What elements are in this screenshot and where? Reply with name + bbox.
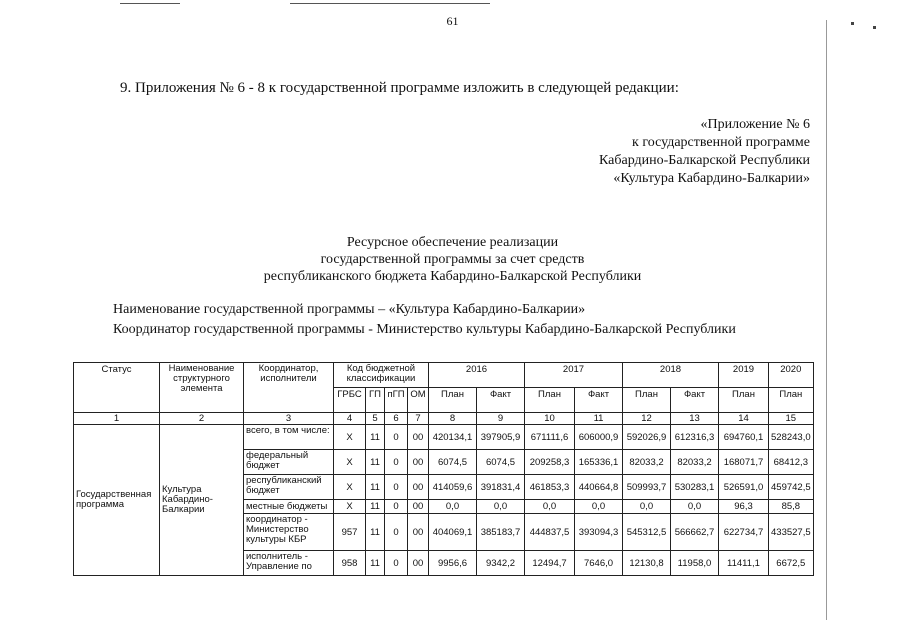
value-cell: 444837,5 bbox=[525, 514, 575, 551]
scan-mark-left bbox=[120, 3, 180, 4]
value-cell: 509993,7 bbox=[623, 475, 671, 500]
table-header-row bbox=[74, 363, 814, 388]
executor-cell: республиканский бюджет bbox=[244, 475, 334, 500]
header-year-2020: 2020 bbox=[769, 363, 814, 388]
header-grbs: ГРБС bbox=[334, 388, 366, 413]
value-cell: 6672,5 bbox=[769, 551, 814, 576]
program-coordinator: Координатор государственной программы - Министерство культуры Кабардино-Балкарской Республики bbox=[113, 322, 736, 337]
value-cell: 566662,7 bbox=[671, 514, 719, 551]
header-executors: Координатор, исполнители bbox=[244, 363, 334, 413]
value-cell: 6074,5 bbox=[477, 450, 525, 475]
title-line: республиканского бюджета Кабардино-Балкарской Республики bbox=[263, 269, 642, 284]
pgp-cell: 0 bbox=[385, 500, 408, 514]
column-number: 6 bbox=[385, 413, 408, 425]
value-cell: 68412,3 bbox=[769, 450, 814, 475]
document-title bbox=[0, 234, 905, 285]
program-name: Наименование государственной программы – «Культура Кабардино-Балкарии» bbox=[113, 302, 586, 317]
value-cell: 528243,0 bbox=[769, 425, 814, 450]
column-number: 5 bbox=[366, 413, 385, 425]
value-cell: 11958,0 bbox=[671, 551, 719, 576]
value-cell: 622734,7 bbox=[719, 514, 769, 551]
gp-cell: 11 bbox=[366, 425, 385, 450]
pgp-cell: 0 bbox=[385, 450, 408, 475]
om-cell: 00 bbox=[408, 500, 429, 514]
header-plan-2017: План bbox=[525, 388, 575, 413]
value-cell: 397905,9 bbox=[477, 425, 525, 450]
column-number: 2 bbox=[160, 413, 244, 425]
value-cell: 12494,7 bbox=[525, 551, 575, 576]
value-cell: 459742,5 bbox=[769, 475, 814, 500]
column-number: 12 bbox=[623, 413, 671, 425]
value-cell: 0,0 bbox=[525, 500, 575, 514]
executor-cell: местные бюджеты bbox=[244, 500, 334, 514]
value-cell: 440664,8 bbox=[575, 475, 623, 500]
value-cell: 165336,1 bbox=[575, 450, 623, 475]
header-gp: ГП bbox=[366, 388, 385, 413]
pgp-cell: 0 bbox=[385, 425, 408, 450]
value-cell: 7646,0 bbox=[575, 551, 623, 576]
grbs-cell: 957 bbox=[334, 514, 366, 551]
header-fact-2016: Факт bbox=[477, 388, 525, 413]
value-cell: 671111,6 bbox=[525, 425, 575, 450]
column-number: 3 bbox=[244, 413, 334, 425]
grbs-cell: 958 bbox=[334, 551, 366, 576]
grbs-cell: X bbox=[334, 425, 366, 450]
header-om: ОМ bbox=[408, 388, 429, 413]
value-cell: 694760,1 bbox=[719, 425, 769, 450]
intro-paragraph: 9. Приложения № 6 - 8 к государственной программе изложить в следующей редакции: bbox=[120, 80, 679, 96]
value-cell: 96,3 bbox=[719, 500, 769, 514]
value-cell: 393094,3 bbox=[575, 514, 623, 551]
title-line: Ресурсное обеспечение реализации bbox=[346, 235, 559, 250]
value-cell: 168071,7 bbox=[719, 450, 769, 475]
header-budget-code: Код бюджетной классификации bbox=[334, 363, 429, 388]
structural-element-cell: Культура Кабардино-Балкарии bbox=[160, 425, 244, 576]
gp-cell: 11 bbox=[366, 514, 385, 551]
value-cell: 433527,5 bbox=[769, 514, 814, 551]
value-cell: 9956,6 bbox=[429, 551, 477, 576]
header-year-2016: 2016 bbox=[429, 363, 525, 388]
value-cell: 0,0 bbox=[477, 500, 525, 514]
value-cell: 209258,3 bbox=[525, 450, 575, 475]
appendix-line: к государственной программе bbox=[632, 135, 810, 150]
value-cell: 404069,1 bbox=[429, 514, 477, 551]
appendix-line: «Культура Кабардино-Балкарии» bbox=[613, 171, 810, 186]
executor-cell: всего, в том числе: bbox=[244, 425, 334, 450]
value-cell: 530283,1 bbox=[671, 475, 719, 500]
om-cell: 00 bbox=[408, 475, 429, 500]
value-cell: 85,8 bbox=[769, 500, 814, 514]
header-year-2019: 2019 bbox=[719, 363, 769, 388]
om-cell: 00 bbox=[408, 425, 429, 450]
executor-cell: координатор - Министерство культуры КБР bbox=[244, 514, 334, 551]
header-pgp: пГП bbox=[385, 388, 408, 413]
om-cell: 00 bbox=[408, 450, 429, 475]
value-cell: 12130,8 bbox=[623, 551, 671, 576]
header-year-2017: 2017 bbox=[525, 363, 623, 388]
grbs-cell: X bbox=[334, 450, 366, 475]
header-structural-element: Наименование структурного элемента bbox=[160, 363, 244, 413]
value-cell: 0,0 bbox=[429, 500, 477, 514]
value-cell: 592026,9 bbox=[623, 425, 671, 450]
column-number: 15 bbox=[769, 413, 814, 425]
pgp-cell: 0 bbox=[385, 475, 408, 500]
pgp-cell: 0 bbox=[385, 551, 408, 576]
page-number: 61 bbox=[446, 14, 459, 28]
value-cell: 6074,5 bbox=[429, 450, 477, 475]
column-number-row bbox=[74, 413, 814, 425]
header-year-2018: 2018 bbox=[623, 363, 719, 388]
value-cell: 612316,3 bbox=[671, 425, 719, 450]
value-cell: 414059,6 bbox=[429, 475, 477, 500]
value-cell: 606000,9 bbox=[575, 425, 623, 450]
gp-cell: 11 bbox=[366, 450, 385, 475]
value-cell: 9342,2 bbox=[477, 551, 525, 576]
om-cell: 00 bbox=[408, 551, 429, 576]
column-number: 4 bbox=[334, 413, 366, 425]
value-cell: 82033,2 bbox=[671, 450, 719, 475]
pgp-cell: 0 bbox=[385, 514, 408, 551]
om-cell: 00 bbox=[408, 514, 429, 551]
value-cell: 545312,5 bbox=[623, 514, 671, 551]
value-cell: 0,0 bbox=[623, 500, 671, 514]
value-cell: 11411,1 bbox=[719, 551, 769, 576]
value-cell: 0,0 bbox=[671, 500, 719, 514]
column-number: 1 bbox=[74, 413, 160, 425]
grbs-cell: X bbox=[334, 500, 366, 514]
appendix-header bbox=[599, 116, 810, 188]
header-plan-2016: План bbox=[429, 388, 477, 413]
gp-cell: 11 bbox=[366, 500, 385, 514]
column-number: 10 bbox=[525, 413, 575, 425]
value-cell: 385183,7 bbox=[477, 514, 525, 551]
column-number: 13 bbox=[671, 413, 719, 425]
column-number: 8 bbox=[429, 413, 477, 425]
grbs-cell: X bbox=[334, 475, 366, 500]
appendix-line: Кабардино-Балкарской Республики bbox=[599, 153, 810, 168]
header-fact-2018: Факт bbox=[671, 388, 719, 413]
value-cell: 526591,0 bbox=[719, 475, 769, 500]
column-number: 14 bbox=[719, 413, 769, 425]
title-line: государственной программы за счет средств bbox=[320, 252, 585, 267]
header-plan-2019: План bbox=[719, 388, 769, 413]
table-row-total bbox=[74, 425, 814, 450]
resources-table bbox=[73, 362, 814, 576]
gp-cell: 11 bbox=[366, 551, 385, 576]
scan-mark-center bbox=[290, 3, 490, 4]
appendix-line: «Приложение № 6 bbox=[700, 117, 810, 132]
header-plan-2020: План bbox=[769, 388, 814, 413]
value-cell: 0,0 bbox=[575, 500, 623, 514]
executor-cell: исполнитель - Управление по bbox=[244, 551, 334, 576]
value-cell: 461853,3 bbox=[525, 475, 575, 500]
value-cell: 82033,2 bbox=[623, 450, 671, 475]
header-status: Статус bbox=[74, 363, 160, 413]
header-plan-2018: План bbox=[623, 388, 671, 413]
column-number: 7 bbox=[408, 413, 429, 425]
margin-line bbox=[826, 20, 827, 620]
value-cell: 420134,1 bbox=[429, 425, 477, 450]
gp-cell: 11 bbox=[366, 475, 385, 500]
header-fact-2017: Факт bbox=[575, 388, 623, 413]
status-cell: Государственная программа bbox=[74, 425, 160, 576]
value-cell: 391831,4 bbox=[477, 475, 525, 500]
column-number: 9 bbox=[477, 413, 525, 425]
column-number: 11 bbox=[575, 413, 623, 425]
executor-cell: федеральный бюджет bbox=[244, 450, 334, 475]
